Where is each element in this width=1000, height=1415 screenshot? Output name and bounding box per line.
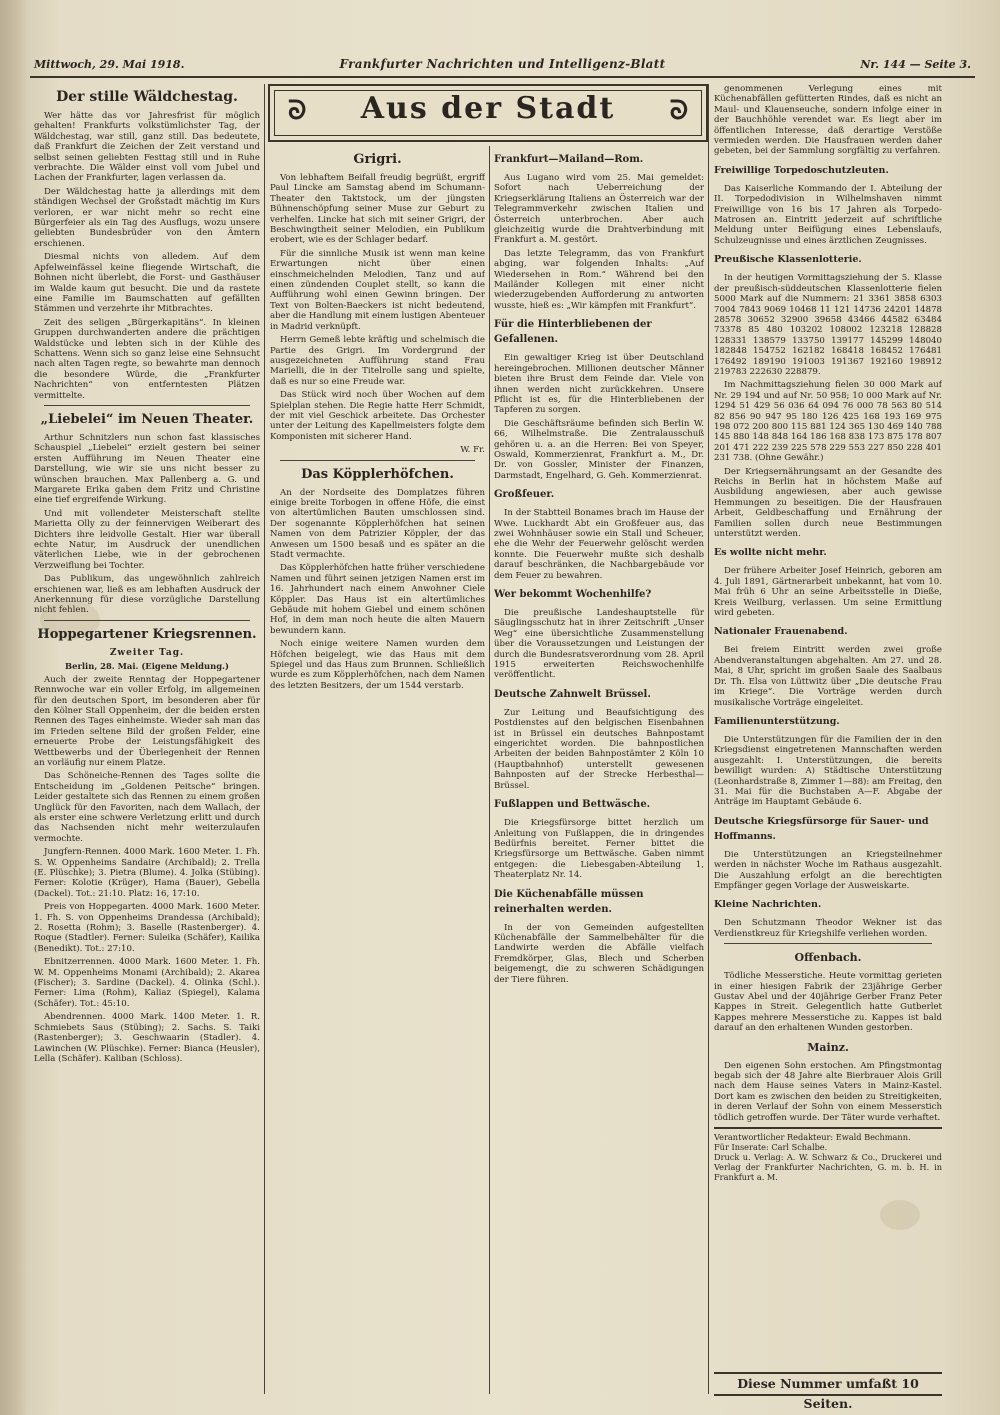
article-paragraph: Arthur Schnitzlers nun schon fast klassisches Schauspiel „Liebelei“ erzielt gestern bei seiner ersten Aufführung im Neuen Theater eine Darstellung, wie wir sie uns nicht besser zu wünschen brauchen. Max Pallenberg a. G. und Margarete Erika gaben dem Fritz und Christine eine tief ergreifende Wirkung. (34, 432, 260, 506)
article-paragraph: Das Stück wird noch über Wochen auf dem Spielplan stehen. Die Regie hatte Herr Schmidt, der mit viel Geschick arbeitete. Das Orchester unter der Leitung des Kapellmeisters folgte dem Komponisten mit sicherer Hand. (270, 390, 485, 442)
article-paragraph: Die Unterstützungen für die Familien der in den Kriegsdienst eingetretenen Mannschaften werden ausgezahlt: I. Unterstützungen, die bereits bewilligt wurden: A) Städtische Unterstützung (Leonhardstraße 8, Zimmer 1—88): am Freitag, den 31. Mai für die Buchstaben A—F. Abgabe der Anträge im Hauptamt Gebäude 6. (714, 734, 942, 808)
article-paragraph: Der Kriegsernährungsamt an der Gesandte des Reichs in Berlin hat in höchstem Maße auf Ausbildung angewiesen, aber auch gewisse Hemmungen zu beseitigen. Die der Hausfrauen Arbeit, Geldbeschaffung und Ernährung der Familien sollen durch neue Bestimmungen unterstützt werden. (714, 466, 942, 540)
issue-number: Nr. 144 — Seite 3. (860, 58, 971, 71)
article-paragraph: Das Publikum, das ungewöhnlich zahlreich erschienen war, ließ es am lebhaften Ausdruck der Anerkennung für diese vorzügliche Darstellung nicht fehlen. (34, 574, 260, 616)
article-title: Für die Hinterbliebenen der Gefallenen. (494, 319, 652, 346)
article-title: Wer bekommt Wochenhilfe? (494, 589, 652, 600)
column-rule (489, 146, 490, 1394)
article-paragraph: Im Nachmittagsziehung fielen 30 000 Mark auf Nr. 29 194 und auf Nr. 50 958; 10 000 Mark auf Nr. 1294 51 429 56 036 64 094 76 000 78 563 80 514 82 856 90 947 95 180 126 425 168 193 169 975 198 072 200 800 115 881 124 365 130 469 140 788 145 880 148 848 164 186 168 838 173 875 178 807 201 471 222 239 225 578 229 553 227 850 228 401 231 738. (Ohne Gewähr.) (714, 380, 942, 464)
article-paragraph: Zur Leitung und Beaufsichtigung des Postdienstes auf den belgischen Eisenbahnen ist in Brüssel ein deutsches Bahnpostamt eingerichtet worden. Die bahnpostlichen Arbeiten der beiden Bahnpostämter 2 Köln 10 (Hauptbahnhof) unterstellt gewesenen Bahnposten auf der Strecke Herbesthal—Brüssel. (494, 707, 704, 791)
section-title-box (268, 84, 708, 142)
article-title: Großfeuer. (494, 489, 555, 501)
article-paragraph: Das Kaiserliche Kommando der I. Abteilung der II. Torpedodivision in Wilhelmshaven nimmt Freiwillige von 16 bis 17 Jahren als Torpedo-Matrosen an. Eintritt jederzeit auf schriftliche Meldung unter Beifügung eines Lebenslaufs, Schulzeugnisse und eines ärztlichen Zeugnisses. (714, 183, 942, 246)
imprint-ads: Für Inserate: Carl Schalbe. (714, 1142, 828, 1153)
article-paragraph: Auch der zweite Renntag der Hoppegartener Rennwoche war ein voller Erfolg, im allgemeinen für den deutschen Sport, im besonderen aber für den Kölner Stall Oppenheim, der die beiden ersten Rennen des Tages einheimste. Wieder sah man das im Frieden seltene Bild der großen Felder, eine erneuerte Probe der Leistungsfähigkeit des Wettbewerbs und der Überlegenheit der Rennen an vorläufig nur einem Platze. (34, 674, 260, 768)
article-title: Fußlappen und Bettwäsche. (494, 799, 651, 811)
article-paragraph: Diesmal nichts von alledem. Auf dem Apfelweinfässel keine fliegende Wirtschaft, die Bohnen nicht überlebt, die Forst- und Gasthäuser im Walde kaum gut besucht. Die und da rastete eine Familie im Baumschatten auf gefällten Stämmen und verzehrte ihr Mitbrachtes. (34, 252, 260, 315)
article-paragraph: An der Nordseite des Domplatzes führen einige breite Torbogen in offene Höfe, die einst von altertümlichen Bauten umschlossen sind. Der sogenannte Köpplerhöfchen hat seinen Namen von dem Patrizier Köppler, der das Anwesen um 1500 besaß und es später an die Stadt vermachte. (270, 487, 485, 560)
article-title: „Liebelei“ im Neuen Theater. (40, 411, 254, 427)
article-paragraph: Die Kriegsfürsorge bittet herzlich um Anleitung von Fußlappen, die in dringendes Bedürfnis bereitet. Ferner bittet die Kriegsfürsorge um Bettwäsche. Gaben nimmt entgegen: die Liebesgaben-Abteilung 1, Theaterplatz Nr. 14. (494, 818, 704, 881)
page-count-notice: Diese Nummer umfaßt 10 Seiten. (714, 1372, 942, 1396)
article-paragraph: Den Schutzmann Theodor Wekner ist das Verdienstkreuz für Kriegshilfe verliehen worden. (714, 918, 942, 939)
column-3 (494, 146, 704, 1394)
column-1 (34, 84, 260, 1394)
article-paragraph: Herrn Gemeß lebte kräftig und schelmisch die Partie des Grigri. Im Vordergrund der ausgezeichneten Aufführung stand Frau Marielli, die in der Titelrolle sang und spielte, daß es nur so eine Freude war. (270, 335, 485, 387)
article-paragraph: Die Geschäftsräume befinden sich Berlin W. 66, Wilhelmstraße. Die Zentralausschuß gehören u. a. an die Herren: Bei von Speyer, Oswald, Kommerzienrat, Frankfurt a. M., Dr. Dr. von Gossler, Minister der Finanzen, Darmstadt, Engelhard, G. Geh. Kommerzienrat. (494, 418, 704, 481)
article-title: Frankfurt—Mailand—Rom. (494, 154, 644, 165)
section-title: Aus der Stadt (360, 91, 616, 126)
article-paragraph: Das Schöneiche-Rennen des Tages sollte die Entscheidung im „Goldenen Peitsche“ bringen. Leider gestaltete sich das Rennen zu einem großen Unglück für den Favoriten, nach dem Wallach, der als erster eine schwere Verletzung erlitt und durch das Nachsenden nicht mehr weiterzulaufen vermochte. (34, 771, 260, 844)
article-paragraph: Preis von Hoppegarten. 4000 Mark. 1600 Meter. 1. Fh. S. von Oppenheims Drandessa (Archibald); 2. Rosetta (Rohm); 3. Baselle (Rastenberger). 4. Roque (Stadtler). Ferner: Suleika (Schäfer), Kailika (Benedikt). Tot.: 27:10. (34, 902, 260, 954)
article-paragraph: genommenen Verlegung eines mit Küchenabfällen gefütterten Rindes, daß es nicht an Maul- und Klauenseuche, sondern infolge einer in der Bauchhöhle verendet war. Es liegt aber im öffentlichen Interesse, daß derartige Verstöße vermieden werden. Die Hausfrauen werden daher gebeten, bei der Sammlung sorgfältig zu verfahren. (714, 84, 942, 157)
imprint (714, 1127, 942, 1182)
article-paragraph: Jungfern-Rennen. 4000 Mark. 1600 Meter. 1. Fh. S. W. Oppenheims Sandaire (Archibald); 2. Trella (E. Plüschke); 3. Pietra (Blume). 4. Jolka (Stübing). Ferner: Kolotie (Krüger), Hama (Bauer), Gebella (Dackel). Tot.: 21:10. Platz: 16, 17:10. (34, 847, 260, 899)
article-title: Mainz. (807, 1040, 849, 1054)
page-header (30, 56, 975, 78)
article-paragraph: Abendrennen. 4000 Mark. 1400 Meter. 1. R. Schmiebets Saus (Stübing); 2. Sachs. S. Taiki (Rastenberger); 3. Geschwaarin (Stadler). 4. Lawinchen (W. Plüschke). Ferner: Bianca (Heusler), Lella (Schäfer). Kaliban (Schloss). (34, 1012, 260, 1064)
article-title: Freiwillige Torpedoschutzleuten. (714, 164, 889, 176)
divider (44, 405, 250, 406)
article-paragraph: Der frühere Arbeiter Josef Heinrich, geboren am 4. Juli 1891, Gärtnerarbeit unbekannt, hat vom 10. Mai früh 6 Uhr an seine Arbeitsstelle in Dieße, Kreis Weilburg, verlassen. Um seine Ermittlung wird gebeten. (714, 566, 942, 619)
article-title: Der stille Wäldchestag. (56, 89, 238, 105)
article-title: Nationaler Frauenabend. (714, 626, 848, 638)
article-paragraph: Aus Lugano wird vom 25. Mai gemeldet: Sofort nach Ueberreichung der Kriegserklärung Italiens an Österreich war der Telegrammverkehr zwischen Italien und Österreich unterbrochen. Aber auch gleichzeitig wurde die Drahtverbindung mit Frankfurt a. M. gestört. (494, 173, 704, 246)
article-title: Preußische Klassenlotterie. (714, 254, 862, 266)
article-title: Familienunterstützung. (714, 715, 840, 727)
article-title: Kleine Nachrichten. (714, 899, 822, 911)
article-paragraph: Von lebhaftem Beifall freudig begrüßt, ergriff Paul Lincke am Samstag abend im Schumann-Theater den Taktstock, um der jüngsten Bühnenschöpfung seiner Muse zur Geburt zu verhelfen. Lincke hat sich mit seiner Grigri, der Beschwingtheit seiner Melodien, ein Publikum erobert, wie es der Schlager bedarf. (270, 173, 485, 246)
divider (44, 620, 250, 621)
page-edge-shadow (0, 0, 28, 1415)
article-paragraph: Der Wäldchestag hatte ja allerdings mit dem ständigen Wechsel der Großstadt mächtig im Kurs verloren, er war nicht mehr so recht eine Bürgerfeier als ein Tag des Ausflugs, wozu unsere geliebten Bundesbrüder von den Ämtern erschienen. (34, 186, 260, 249)
article-signature: W. Fr. (460, 445, 485, 456)
article-paragraph: In der von Gemeinden aufgestellten Küchenabfälle der Sammelbehälter für die Landwirte werden die Abfälle vielfach Fremdkörper, Glas, Blech und Scherben beigemengt, die zu schweren Schädigungen der Tiere führen. (494, 922, 704, 985)
article-paragraph: Bei freiem Eintritt werden zwei große Abendveranstaltungen abgehalten. Am 27. und 28. Mai, 8 Uhr, spricht im großen Saale des Saalbaus Dr. Th. Elsa von Lüttwitz über „Die deutsche Frau im Kriege“. Die Vorträge werden durch musikalische Vorträge eingeleitet. (714, 645, 942, 708)
article-title: Grigri. (353, 152, 402, 167)
article-paragraph: Das Köpplerhöfchen hatte früher verschiedene Namen und führt seinen jetzigen Namen erst im 16. Jahrhundert nach einem Anwohner Ciele Köppler. Das Haus ist ein altertümliches Gebäude mit hohem Giebel und einem schönen Hof, in dem man noch heute die alten Mauern bewundern kann. (270, 563, 485, 636)
article-paragraph: Ebnitzerrennen. 4000 Mark. 1600 Meter. 1. Fh. W. M. Oppenheims Monami (Archibald); 2. Akarea (Fischer); 3. Sardine (Dackel). 4. Olinka (Schl.). Ferner: Lima (Rohm), Kaliaz (Spiegel), Kalama (Schäfer). Tot.: 45:10. (34, 957, 260, 1009)
article-title: Die Küchenabfälle müssen reinerhalten werden. (494, 888, 644, 915)
divider (280, 460, 475, 461)
masthead: Frankfurter Nachrichten und Intelligenz-Blatt (339, 57, 666, 71)
article-paragraph: Den eigenen Sohn erstochen. Am Pfingstmontag begab sich der 48 Jahre alte Bierbrauer Alois Grill nach dem Hause seines Vaters in Mainz-Kastel. Dort kam es zwischen den beiden zu Streitigkeiten, in deren Verlauf der Sohn von einem Messerstich tödlich getroffen wurde. Der Täter wurde verhaftet. (714, 1060, 942, 1123)
article-paragraph: In der Stabtteil Bonames brach im Hause der Wwe. Luckhardt Abt ein Großfeuer aus, das zwei Wohnhäuser sowie ein Stall und Scheuer, ehe die Wehr der Feuerwehr gelöscht werden konnte. Die Feuerwehr mußte sich deshalb darauf beschränken, die Nachbargebäude vor dem Feuer zu bewahren. (494, 508, 704, 581)
article-paragraph: Das letzte Telegramm, das von Frankfurt abging, war folgenden Inhalts: „Auf Wiedersehen in Rom.“ Während bei den Mailänder Kollegen mit einer nicht wiederzugebenden Aufforderung zu antworten wusste, hieß es: „Wir kämpfen mit Frankfurt“. (494, 248, 704, 311)
column-rule (264, 84, 265, 1394)
article-title: Deutsche Kriegsfürsorge für Sauer- und Hoffmanns. (714, 815, 929, 842)
column-rule (708, 84, 709, 1394)
ornament-left-icon: ᘐ (288, 96, 307, 126)
article-paragraph: In der heutigen Vormittagsziehung der 5. Klasse der preußisch-süddeutschen Klassenlotterie fielen 5000 Mark auf die Nummern: 21 3361 3858 6303 7004 7843 9069 10468 11 121 14736 24201 14878 28578 30652 32900 39658 43466 44582 63484 73378 85 480 103202 108002 123218 128828 128331 138579 133750 139177 145299 148040 182848 154752 162182 168418 168452 176481 176492 189190 191003 191367 192160 198912 219783 222630 228879. (714, 273, 942, 377)
article-title: Offenbach. (794, 951, 862, 965)
article-paragraph: Für die sinnliche Musik ist wenn man keine Erwartungen nicht über einen einschmeichelnden Melodien, Tanz und auf einen zündenden Couplet stellt, so kann die Aufführung wohl einen Gewinn bringen. Der Text von Bolten-Baeckers ist nicht bedeutend, aber die Handlung mit einem lustigen Abenteuer in Madrid verknüpft. (270, 248, 485, 332)
article-title: Hoppegartener Kriegsrennen. (37, 626, 257, 642)
imprint-printer: Druck u. Verlag: A. W. Schwarz & Co., Druckerei und Verlag der Frankfurter Nachrichten, G. m. b. H. in Frankfurt a. M. (714, 1152, 942, 1183)
imprint-editor: Verantwortlicher Redakteur: Ewald Bechmann. (714, 1132, 911, 1143)
article-paragraph: Tödliche Messerstiche. Heute vormittag gerieten in einer hiesigen Fabrik der 23jährige Gerber Gustav Abel und der 40jährige Gerber Franz Peter Kappes in Streit. Gelegentlich hatte Gutberlet Kappes mehrere Messerstiche zu. Kappes ist bald darauf an den erhaltenen Wunden gestorben. (714, 971, 942, 1034)
ornament-right-icon: ᘐ (669, 96, 688, 126)
article-title: Deutsche Zahnwelt Brüssel. (494, 688, 651, 700)
column-4 (714, 84, 942, 1368)
column-2 (270, 146, 485, 1394)
issue-date: Mittwoch, 29. Mai 1918. (34, 58, 185, 71)
article-paragraph: Wer hätte das vor Jahresfrist für möglich gehalten! Frankfurts volkstümlichster Tag, der Wäldchestag, war still, ganz still. Das bedeutete, daß Frankfurt die Zeichen der Zeit verstand und selbst seinen geliebten Festtag still und in Ruhe verbrachte. Die Wälder einst voll vom Jubel und Lachen der Frankfurter, lagen verlassen da. (34, 111, 260, 184)
article-paragraph: Noch einige weitere Namen wurden dem Höfchen beigelegt, wie das Haus mit dem Spiegel und das Haus zum Brunnen. Schließlich wurde es zum Köpplerhöfchen, nach dem Namen des letzten Besitzers, der um 1544 verstarb. (270, 639, 485, 691)
article-paragraph: Die preußische Landeshauptstelle für Säuglingsschutz hat in ihrer Zeitschrift „Unser Weg“ eine übersichtliche Zusammenstellung über die Voraussetzungen und Leistungen der durch die Bundesratsverordnung vom 28. April 1915 erweiterten Reichswochenhilfe veröffentlicht. (494, 608, 704, 681)
article-subtitle: Zweiter Tag. (109, 647, 185, 658)
article-paragraph: Zeit des seligen „Bürgerkapitäns“. In kleinen Gruppen durchwanderten andere die prächtigen Waldstücke und lebten sich in der Kühle des Schattens. Wenn sich so ganz leise eine Sehnsucht nach alten Tagen regte, so bewahrte man dennoch die besondere Würde, die „Frankfurter Nachrichten“ von entferntesten Plätzen vermittelte. (34, 317, 260, 401)
article-paragraph: Die Unterstützungen an Kriegsteilnehmer werden in nächster Woche im Rathaus ausgezahlt. Die Auszahlung erfolgt an die berechtigten Empfänger gegen Vorlage der Ausweiskarte. (714, 849, 942, 891)
article-dateline: Berlin, 28. Mai. (Eigene Meldung.) (65, 661, 229, 672)
article-paragraph: Ein gewaltiger Krieg ist über Deutschland hereingebrochen. Millionen deutscher Männer bieten ihre Brust dem Feinde dar. Viele von ihnen werden nicht zurückkehren. Unsere Pflicht ist es, für die Hinterbliebenen der Tapferen zu sorgen. (494, 353, 704, 416)
article-title: Es wollte nicht mehr. (714, 547, 827, 559)
article-paragraph: Und mit vollendeter Meisterschaft stellte Marietta Olly zu der feinnervigen Weiberart des Dichters ihre leidvolle Gestalt. Hier war überall echte Natur, im Ausdruck der unendlichen väterlichen Liebe, wie in der gebrochenen Verzweiflung bei Tochter. (34, 508, 260, 571)
article-title: Das Köpplerhöfchen. (301, 466, 454, 482)
divider (724, 943, 932, 944)
